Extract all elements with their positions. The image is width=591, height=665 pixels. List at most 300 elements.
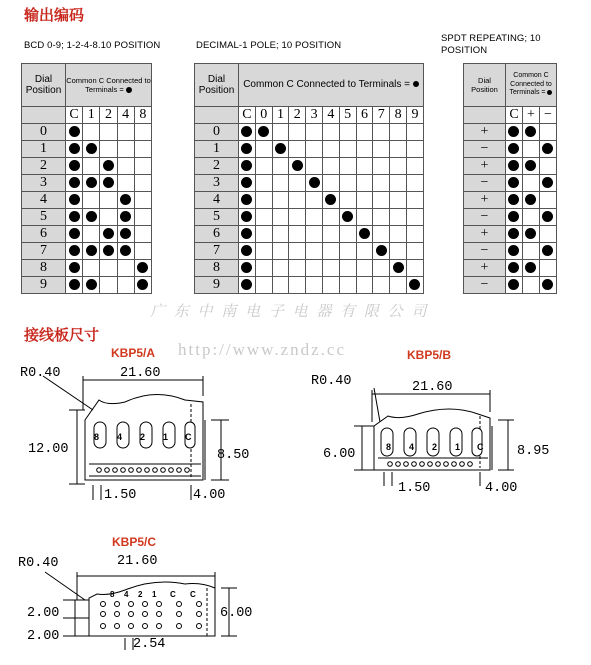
board-a-width: 21.60 (120, 366, 161, 381)
table-cell (100, 124, 117, 141)
table-row (464, 124, 557, 141)
table-row (464, 192, 557, 209)
table-cell (134, 192, 151, 209)
table-cell (406, 277, 423, 294)
table-row (464, 243, 557, 260)
table-cell (539, 243, 556, 260)
row-label: 4 (195, 192, 239, 209)
contact-dot-icon (241, 279, 252, 290)
spdt-body (464, 107, 557, 294)
table-cell (83, 277, 100, 294)
table-cell (117, 192, 134, 209)
column-header: 4 (117, 107, 134, 124)
row-label: 0 (22, 124, 66, 141)
board-b-height-left: 6.00 (323, 447, 356, 462)
table-cell (322, 226, 339, 243)
table-cell (117, 226, 134, 243)
contact-dot-icon (86, 279, 97, 290)
caption-spdt: SPDT REPEATING; 10 POSITION (441, 33, 541, 56)
board-b-height-right: 8.95 (517, 444, 550, 459)
contact-dot-icon (525, 194, 536, 205)
board-a-height-right: 8.50 (217, 448, 250, 463)
table-cell (117, 209, 134, 226)
table-cell (255, 209, 272, 226)
board-c-dim-b: 2.00 (27, 629, 60, 644)
table-cell (272, 124, 289, 141)
column-header: 9 (406, 107, 423, 124)
contact-dot-icon (69, 228, 80, 239)
row-label: 8 (195, 260, 239, 277)
table-row (22, 124, 152, 141)
board-c-width: 21.60 (117, 554, 158, 569)
column-header: 7 (373, 107, 390, 124)
table-cell (117, 124, 134, 141)
table-row (195, 243, 424, 260)
contact-dot-icon (241, 126, 252, 137)
contact-dot-icon (69, 262, 80, 273)
contact-dot-icon (292, 160, 303, 171)
table-cell (117, 260, 134, 277)
contact-dot-icon (542, 211, 553, 222)
table-cell (83, 175, 100, 192)
table-cell (134, 226, 151, 243)
contact-dot-icon (103, 245, 114, 256)
table-cell (539, 124, 556, 141)
dial-position-header: Dial Position (195, 64, 239, 107)
table-cell (134, 175, 151, 192)
table-cell (83, 192, 100, 209)
table-row (22, 226, 152, 243)
table-cell (373, 277, 390, 294)
contact-dot-icon (258, 126, 269, 137)
table-cell (322, 277, 339, 294)
column-header: 1 (83, 107, 100, 124)
row-label: 6 (195, 226, 239, 243)
row-label: + (464, 226, 506, 243)
table-cell (117, 277, 134, 294)
table-cell (100, 226, 117, 243)
table-cell (539, 226, 556, 243)
table-cell (390, 124, 407, 141)
row-label: + (464, 124, 506, 141)
table-cell (373, 260, 390, 277)
table-cell (289, 192, 306, 209)
table-row (22, 277, 152, 294)
table-cell (255, 192, 272, 209)
table-cell (255, 243, 272, 260)
contact-dot-icon (241, 177, 252, 188)
common-c-header: Common C Connected to Terminals = (239, 64, 424, 107)
row-label: 4 (22, 192, 66, 209)
common-c-header: Common C Connected to Terminals = (506, 64, 557, 107)
dial-position-header: Dial Position (22, 64, 66, 107)
table-row (22, 243, 152, 260)
table-cell (100, 209, 117, 226)
board-a-offset: 4.00 (193, 488, 226, 503)
table-cell (255, 277, 272, 294)
row-label: 6 (22, 226, 66, 243)
spdt-table (463, 63, 557, 294)
table-cell (306, 175, 323, 192)
table-row (195, 226, 424, 243)
bcd-table (21, 63, 152, 294)
contact-dot-icon (69, 177, 80, 188)
row-label: 7 (22, 243, 66, 260)
table-cell (272, 158, 289, 175)
table-cell (339, 124, 356, 141)
column-header: 6 (356, 107, 373, 124)
table-cell (506, 243, 523, 260)
table-cell (100, 243, 117, 260)
table-cell (66, 209, 83, 226)
table-cell (117, 158, 134, 175)
column-header: C (239, 107, 256, 124)
table-cell (66, 277, 83, 294)
table-cell (522, 175, 539, 192)
table-cell (66, 175, 83, 192)
table-cell (322, 260, 339, 277)
contact-dot-icon (508, 262, 519, 273)
table-cell (339, 175, 356, 192)
table-cell (272, 277, 289, 294)
contact-dot-icon (508, 279, 519, 290)
table-row (195, 277, 424, 294)
row-label: + (464, 260, 506, 277)
table-cell (390, 192, 407, 209)
table-cell (134, 141, 151, 158)
table-cell (356, 260, 373, 277)
table-cell (83, 260, 100, 277)
corner-cell (22, 107, 66, 124)
table-cell (506, 260, 523, 277)
contact-dot-icon (86, 245, 97, 256)
table-cell (100, 192, 117, 209)
table-cell (390, 260, 407, 277)
decimal-table (194, 63, 424, 294)
contact-dot-icon (241, 262, 252, 273)
table-cell (406, 124, 423, 141)
row-label: 9 (22, 277, 66, 294)
table-cell (506, 192, 523, 209)
contact-dot-icon (120, 245, 131, 256)
table-cell (339, 226, 356, 243)
table-cell (289, 260, 306, 277)
table-cell (522, 243, 539, 260)
table-cell (406, 141, 423, 158)
column-header: 4 (322, 107, 339, 124)
board-b-pitch: 1.50 (398, 481, 431, 496)
table-row (195, 124, 424, 141)
table-cell (373, 243, 390, 260)
table-row (22, 260, 152, 277)
table-cell (83, 243, 100, 260)
caption-bcd: BCD 0-9; 1-2-4-8.10 POSITION (24, 40, 161, 51)
row-label: + (464, 192, 506, 209)
table-cell (406, 226, 423, 243)
table-cell (306, 192, 323, 209)
table-cell (322, 175, 339, 192)
table-cell (506, 277, 523, 294)
contact-dot-icon (137, 279, 148, 290)
contact-dot-icon (525, 228, 536, 239)
table-cell (289, 209, 306, 226)
column-header: 8 (390, 107, 407, 124)
table-row (22, 192, 152, 209)
board-c-title: KBP5/C (112, 535, 157, 549)
table-cell (289, 158, 306, 175)
table-cell (272, 243, 289, 260)
table-row (195, 158, 424, 175)
table-cell (356, 175, 373, 192)
table-cell (522, 226, 539, 243)
contact-dot-icon (309, 177, 320, 188)
table-cell (522, 277, 539, 294)
contact-dot-icon (525, 160, 536, 171)
contact-dot-icon (508, 228, 519, 239)
table-cell (272, 192, 289, 209)
table-cell (356, 192, 373, 209)
table-cell (406, 192, 423, 209)
table-cell (134, 124, 151, 141)
row-label: − (464, 175, 506, 192)
contact-dot-icon (542, 279, 553, 290)
corner-cell (195, 107, 239, 124)
column-header: 1 (272, 107, 289, 124)
table-cell (339, 192, 356, 209)
table-cell (134, 260, 151, 277)
table-cell (272, 175, 289, 192)
column-header: 0 (255, 107, 272, 124)
table-cell (239, 158, 256, 175)
contact-dot-icon (409, 279, 420, 290)
table-cell (289, 124, 306, 141)
contact-dot-icon (508, 177, 519, 188)
table-cell (66, 260, 83, 277)
table-cell (356, 243, 373, 260)
table-cell (289, 141, 306, 158)
contact-dot-icon (137, 262, 148, 273)
table-cell (390, 141, 407, 158)
table-cell (255, 260, 272, 277)
row-label: 2 (195, 158, 239, 175)
contact-dot-icon (275, 143, 286, 154)
contact-dot-icon (508, 160, 519, 171)
table-cell (322, 209, 339, 226)
column-header: − (539, 107, 556, 124)
dot-legend-icon (547, 90, 552, 95)
table-cell (83, 226, 100, 243)
table-cell (322, 158, 339, 175)
table-cell (100, 277, 117, 294)
table-cell (100, 175, 117, 192)
table-cell (356, 141, 373, 158)
table-cell (66, 243, 83, 260)
row-label: 9 (195, 277, 239, 294)
table-cell (522, 158, 539, 175)
table-cell (255, 226, 272, 243)
table-cell (390, 175, 407, 192)
table-cell (506, 209, 523, 226)
row-label: − (464, 209, 506, 226)
table-cell (289, 175, 306, 192)
watermark-company: 广 东 中 南 电 子 电 器 有 限 公 司 (150, 302, 429, 320)
contact-dot-icon (103, 177, 114, 188)
board-a-title: KBP5/A (111, 346, 156, 360)
caption-decimal: DECIMAL-1 POLE; 10 POSITION (196, 40, 342, 51)
contact-dot-icon (103, 228, 114, 239)
contact-dot-icon (69, 279, 80, 290)
table-cell (390, 226, 407, 243)
table-cell (539, 141, 556, 158)
board-c-radius: R0.40 (18, 556, 59, 571)
contact-dot-icon (542, 245, 553, 256)
table-cell (289, 226, 306, 243)
contact-dot-icon (69, 194, 80, 205)
table-cell (66, 226, 83, 243)
table-cell (390, 209, 407, 226)
table-cell (390, 277, 407, 294)
contact-dot-icon (86, 143, 97, 154)
table-cell (100, 141, 117, 158)
table-cell (255, 141, 272, 158)
row-label: − (464, 277, 506, 294)
table-row (464, 141, 557, 158)
table-cell (373, 141, 390, 158)
row-label: 5 (195, 209, 239, 226)
contact-dot-icon (241, 143, 252, 154)
table-cell (66, 192, 83, 209)
table-cell (506, 158, 523, 175)
contact-dot-icon (69, 211, 80, 222)
table-cell (322, 124, 339, 141)
contact-dot-icon (542, 143, 553, 154)
column-header: 5 (339, 107, 356, 124)
table-cell (272, 260, 289, 277)
contact-dot-icon (103, 160, 114, 171)
board-b-offset: 4.00 (485, 481, 518, 496)
table-row (22, 209, 152, 226)
row-label: − (464, 243, 506, 260)
table-cell (373, 209, 390, 226)
table-cell (356, 277, 373, 294)
row-label: 3 (195, 175, 239, 192)
row-label: 1 (22, 141, 66, 158)
table-row (464, 175, 557, 192)
board-b-radius: R0.40 (311, 374, 352, 389)
table-cell (134, 277, 151, 294)
table-cell (83, 124, 100, 141)
table-cell (306, 141, 323, 158)
contact-dot-icon (241, 245, 252, 256)
table-cell (255, 175, 272, 192)
table-cell (306, 260, 323, 277)
table-cell (339, 243, 356, 260)
table-cell (356, 124, 373, 141)
table-cell (134, 209, 151, 226)
board-a-pitch: 1.50 (104, 488, 137, 503)
table-row (464, 209, 557, 226)
column-header: + (522, 107, 539, 124)
contact-dot-icon (508, 194, 519, 205)
table-cell (239, 209, 256, 226)
table-cell (322, 192, 339, 209)
column-header: 3 (306, 107, 323, 124)
dot-legend-icon (413, 81, 419, 87)
contact-dot-icon (376, 245, 387, 256)
table-cell (255, 158, 272, 175)
table-cell (339, 277, 356, 294)
table-cell (239, 277, 256, 294)
row-label: 1 (195, 141, 239, 158)
contact-dot-icon (359, 228, 370, 239)
row-label: 3 (22, 175, 66, 192)
table-row (464, 277, 557, 294)
table-cell (306, 124, 323, 141)
contact-dot-icon (86, 177, 97, 188)
table-cell (306, 226, 323, 243)
table-cell (539, 158, 556, 175)
table-row (195, 260, 424, 277)
table-cell (522, 124, 539, 141)
contact-dot-icon (393, 262, 404, 273)
table-cell (506, 175, 523, 192)
table-cell (239, 141, 256, 158)
table-cell (339, 209, 356, 226)
row-label: 5 (22, 209, 66, 226)
contact-dot-icon (241, 194, 252, 205)
board-a-radius: R0.40 (20, 366, 61, 381)
table-cell (506, 226, 523, 243)
table-row (22, 141, 152, 158)
table-cell (539, 209, 556, 226)
contact-dot-icon (86, 211, 97, 222)
table-cell (356, 209, 373, 226)
watermark-url: http://www.zndz.cc (178, 340, 347, 359)
table-cell (306, 209, 323, 226)
decimal-body (195, 107, 424, 294)
table-cell (66, 141, 83, 158)
contact-dot-icon (69, 160, 80, 171)
table-cell (239, 124, 256, 141)
table-cell (506, 141, 523, 158)
table-cell (100, 158, 117, 175)
table-row (464, 260, 557, 277)
table-cell (322, 243, 339, 260)
corner-cell (464, 107, 506, 124)
table-cell (539, 192, 556, 209)
table-cell (306, 277, 323, 294)
table-cell (239, 243, 256, 260)
table-cell (83, 141, 100, 158)
table-cell (539, 260, 556, 277)
row-label: 8 (22, 260, 66, 277)
contact-dot-icon (69, 245, 80, 256)
table-cell (117, 243, 134, 260)
contact-dot-icon (69, 126, 80, 137)
table-cell (339, 158, 356, 175)
bcd-body (22, 107, 152, 294)
table-cell (406, 209, 423, 226)
table-cell (117, 141, 134, 158)
contact-dot-icon (508, 211, 519, 222)
table-cell (406, 158, 423, 175)
table-cell (272, 209, 289, 226)
table-cell (83, 158, 100, 175)
table-cell (406, 175, 423, 192)
common-c-header: Common C Connected to Terminals = (66, 64, 152, 107)
contact-dot-icon (241, 160, 252, 171)
contact-dot-icon (241, 211, 252, 222)
